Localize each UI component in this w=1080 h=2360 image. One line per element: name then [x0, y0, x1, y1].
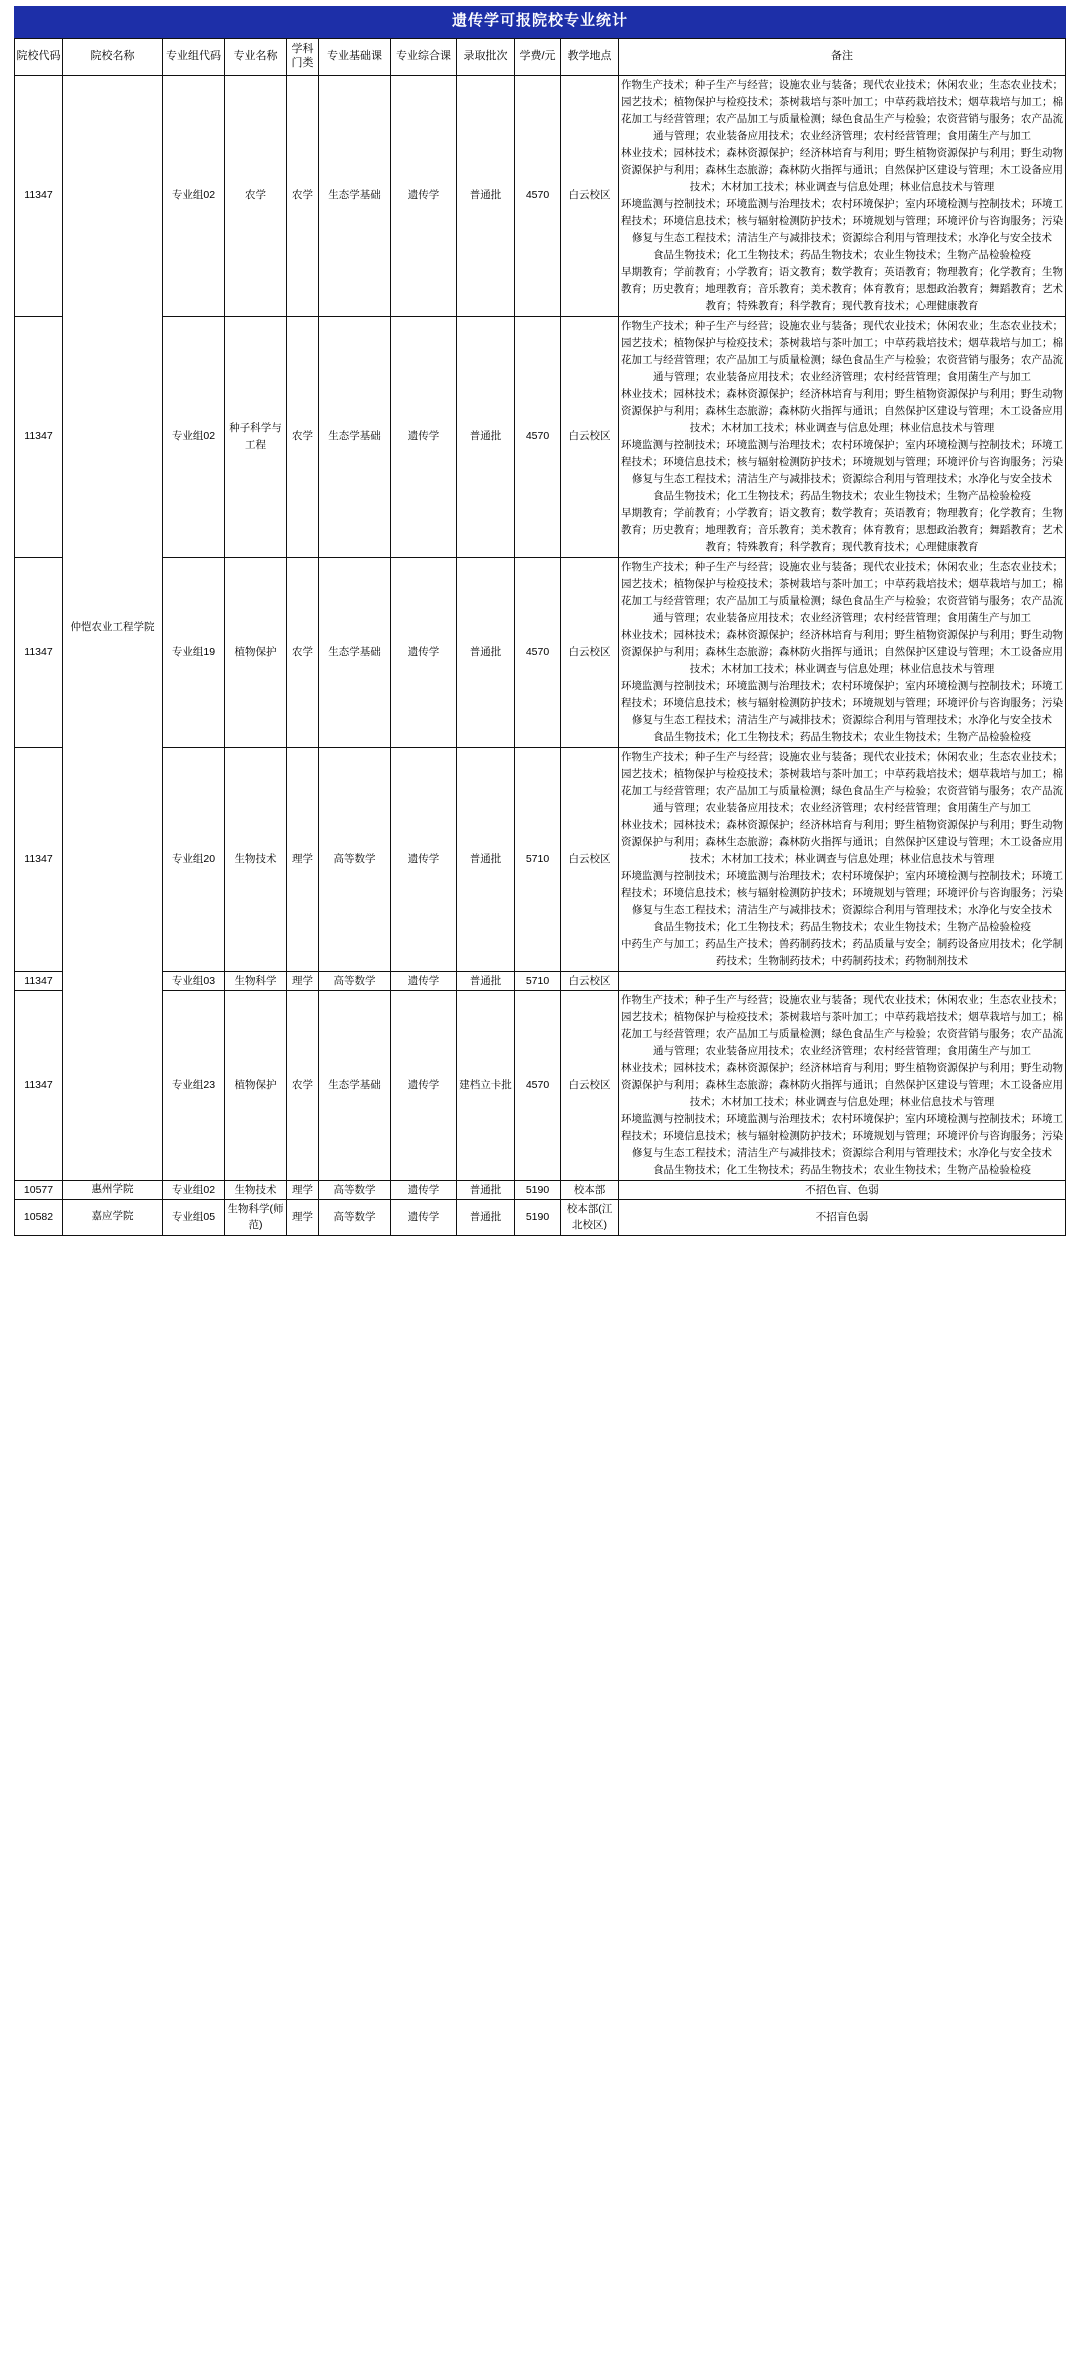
- cell-school-code: 11347: [15, 557, 63, 747]
- cell-comp-course: 遗传学: [391, 1180, 457, 1199]
- remark-paragraph: 作物生产技术；种子生产与经营；设施农业与装备；现代农业技术；休闲农业；生态农业技术；园艺技术；植物保护与检疫技术；茶树栽培与茶叶加工；中草药栽培技术；烟草栽培与加工；棉花加工与经营管理；农产品加工与质量检测；绿色食品生产与检验；农资营销与服务；农产品流通与管理；农业装备应用技术；农业经济管理；农村经营管理；食用菌生产与加工: [621, 78, 1063, 142]
- cell-school-name: 嘉应学院: [63, 1200, 163, 1236]
- col-header-school-name: 院校名称: [63, 38, 163, 75]
- cell-discipline: 理学: [287, 1200, 319, 1236]
- col-header-fee: 学费/元: [515, 38, 561, 75]
- remark-paragraph: 环境监测与控制技术；环境监测与治理技术；农村环境保护；室内环境检测与控制技术；环境工程技术；环境信息技术；核与辐射检测防护技术；环境规划与管理；环境评价与咨询服务；污染修复与生态工程技术；清洁生产与减排技术；资源综合利用与管理技术；水净化与安全技术: [621, 679, 1063, 726]
- remark-paragraph: 林业技术；园林技术；森林资源保护；经济林培育与利用；野生植物资源保护与利用；野生动物资源保护与利用；森林生态旅游；森林防火指挥与通讯；自然保护区建设与管理；木工设备应用技术；木材加工技术；林业调查与信息处理；林业信息技术与管理: [621, 387, 1063, 434]
- cell-fee: 4570: [515, 75, 561, 316]
- col-header-comp-course: 专业综合课: [391, 38, 457, 75]
- cell-remark: 不招色盲、色弱: [619, 1180, 1066, 1199]
- cell-major-name: 生物技术: [225, 1180, 287, 1199]
- cell-group-code: 专业组02: [163, 1180, 225, 1199]
- cell-batch: 普通批: [457, 747, 515, 971]
- remark-paragraph: 林业技术；园林技术；森林资源保护；经济林培育与利用；野生植物资源保护与利用；野生动物资源保护与利用；森林生态旅游；森林防火指挥与通讯；自然保护区建设与管理；木工设备应用技术；木材加工技术；林业调查与信息处理；林业信息技术与管理: [621, 818, 1063, 865]
- col-header-school-code: 院校代码: [15, 38, 63, 75]
- cell-school-code: 11347: [15, 747, 63, 971]
- remark-paragraph: 作物生产技术；种子生产与经营；设施农业与装备；现代农业技术；休闲农业；生态农业技术；园艺技术；植物保护与检疫技术；茶树栽培与茶叶加工；中草药栽培技术；烟草栽培与加工；棉花加工与经营管理；农产品加工与质量检测；绿色食品生产与检验；农资营销与服务；农产品流通与管理；农业装备应用技术；农业经济管理；农村经营管理；食用菌生产与加工: [621, 993, 1063, 1057]
- cell-discipline: 农学: [287, 990, 319, 1180]
- cell-batch: 普通批: [457, 1180, 515, 1199]
- table-row[interactable]: [15, 990, 1066, 1180]
- remark-paragraph: 环境监测与控制技术；环境监测与治理技术；农村环境保护；室内环境检测与控制技术；环境工程技术；环境信息技术；核与辐射检测防护技术；环境规划与管理；环境评价与咨询服务；污染修复与生态工程技术；清洁生产与减排技术；资源综合利用与管理技术；水净化与安全技术: [621, 1112, 1063, 1159]
- cell-batch: 普通批: [457, 971, 515, 990]
- cell-comp-course: 遗传学: [391, 316, 457, 557]
- cell-teaching-place: 白云校区: [561, 75, 619, 316]
- col-header-base-course: 专业基础课: [319, 38, 391, 75]
- cell-group-code: 专业组19: [163, 557, 225, 747]
- remark-paragraph: 作物生产技术；种子生产与经营；设施农业与装备；现代农业技术；休闲农业；生态农业技术；园艺技术；植物保护与检疫技术；茶树栽培与茶叶加工；中草药栽培技术；烟草栽培与加工；棉花加工与经营管理；农产品加工与质量检测；绿色食品生产与检验；农资营销与服务；农产品流通与管理；农业装备应用技术；农业经济管理；农村经营管理；食用菌生产与加工: [621, 560, 1063, 624]
- remark-paragraph: 食品生物技术；化工生物技术；药品生物技术；农业生物技术；生物产品检验检疫: [653, 248, 1031, 261]
- cell-base-course: 生态学基础: [319, 990, 391, 1180]
- col-header-batch: 录取批次: [457, 38, 515, 75]
- cell-teaching-place: 白云校区: [561, 971, 619, 990]
- remark-paragraph: 作物生产技术；种子生产与经营；设施农业与装备；现代农业技术；休闲农业；生态农业技术；园艺技术；植物保护与检疫技术；茶树栽培与茶叶加工；中草药栽培技术；烟草栽培与加工；棉花加工与经营管理；农产品加工与质量检测；绿色食品生产与检验；农资营销与服务；农产品流通与管理；农业装备应用技术；农业经济管理；农村经营管理；食用菌生产与加工: [621, 319, 1063, 383]
- cell-teaching-place: 白云校区: [561, 990, 619, 1180]
- remark-paragraph: 食品生物技术；化工生物技术；药品生物技术；农业生物技术；生物产品检验检疫: [653, 1163, 1031, 1176]
- cell-batch: 建档立卡批: [457, 990, 515, 1180]
- remark-paragraph: 作物生产技术；种子生产与经营；设施农业与装备；现代农业技术；休闲农业；生态农业技术；园艺技术；植物保护与检疫技术；茶树栽培与茶叶加工；中草药栽培技术；烟草栽培与加工；棉花加工与经营管理；农产品加工与质量检测；绿色食品生产与检验；农资营销与服务；农产品流通与管理；农业装备应用技术；农业经济管理；农村经营管理；食用菌生产与加工: [621, 750, 1063, 814]
- cell-fee: 5710: [515, 971, 561, 990]
- cell-batch: 普通批: [457, 1200, 515, 1236]
- cell-school-code: 11347: [15, 990, 63, 1180]
- cell-school-code: 11347: [15, 75, 63, 316]
- cell-group-code: 专业组23: [163, 990, 225, 1180]
- table-row[interactable]: [15, 747, 1066, 971]
- cell-comp-course: 遗传学: [391, 971, 457, 990]
- remark-paragraph: 环境监测与控制技术；环境监测与治理技术；农村环境保护；室内环境检测与控制技术；环境工程技术；环境信息技术；核与辐射检测防护技术；环境规划与管理；环境评价与咨询服务；污染修复与生态工程技术；清洁生产与减排技术；资源综合利用与管理技术；水净化与安全技术: [621, 438, 1063, 485]
- remark-paragraph: 食品生物技术；化工生物技术；药品生物技术；农业生物技术；生物产品检验检疫: [653, 489, 1031, 502]
- col-header-teaching-place: 教学地点: [561, 38, 619, 75]
- cell-group-code: 专业组03: [163, 971, 225, 990]
- cell-comp-course: 遗传学: [391, 75, 457, 316]
- page-title: 遗传学可报院校专业统计: [14, 6, 1066, 38]
- cell-remark: [619, 75, 1066, 316]
- cell-discipline: 理学: [287, 747, 319, 971]
- table-row[interactable]: [15, 1180, 1066, 1199]
- cell-group-code: 专业组02: [163, 75, 225, 316]
- cell-major-name: 生物科学(师范): [225, 1200, 287, 1236]
- cell-remark: [619, 990, 1066, 1180]
- statistics-table: [14, 38, 1066, 1236]
- cell-base-course: 高等数学: [319, 1200, 391, 1236]
- cell-group-code: 专业组05: [163, 1200, 225, 1236]
- cell-batch: 普通批: [457, 75, 515, 316]
- cell-discipline: 农学: [287, 557, 319, 747]
- remark-paragraph: 林业技术；园林技术；森林资源保护；经济林培育与利用；野生植物资源保护与利用；野生动物资源保护与利用；森林生态旅游；森林防火指挥与通讯；自然保护区建设与管理；木工设备应用技术；木材加工技术；林业调查与信息处理；林业信息技术与管理: [621, 628, 1063, 675]
- cell-fee: 5710: [515, 747, 561, 971]
- remark-paragraph: 环境监测与控制技术；环境监测与治理技术；农村环境保护；室内环境检测与控制技术；环境工程技术；环境信息技术；核与辐射检测防护技术；环境规划与管理；环境评价与咨询服务；污染修复与生态工程技术；清洁生产与减排技术；资源综合利用与管理技术；水净化与安全技术: [621, 869, 1063, 916]
- remark-paragraph: 食品生物技术；化工生物技术；药品生物技术；农业生物技术；生物产品检验检疫: [653, 920, 1031, 933]
- remark-paragraph: 林业技术；园林技术；森林资源保护；经济林培育与利用；野生植物资源保护与利用；野生动物资源保护与利用；森林生态旅游；森林防火指挥与通讯；自然保护区建设与管理；木工设备应用技术；木材加工技术；林业调查与信息处理；林业信息技术与管理: [621, 1061, 1063, 1108]
- cell-teaching-place: 白云校区: [561, 557, 619, 747]
- cell-school-name: 惠州学院: [63, 1180, 163, 1199]
- cell-base-course: 生态学基础: [319, 316, 391, 557]
- cell-remark: 不招盲色弱: [619, 1200, 1066, 1236]
- table-row[interactable]: [15, 971, 1066, 990]
- cell-fee: 4570: [515, 316, 561, 557]
- table-row[interactable]: [15, 75, 1066, 316]
- cell-base-course: 高等数学: [319, 971, 391, 990]
- table-body: [15, 75, 1066, 1235]
- cell-comp-course: 遗传学: [391, 557, 457, 747]
- cell-teaching-place: 白云校区: [561, 747, 619, 971]
- cell-remark: [619, 316, 1066, 557]
- cell-major-name: 种子科学与工程: [225, 316, 287, 557]
- cell-school-code: 10582: [15, 1200, 63, 1236]
- cell-group-code: 专业组20: [163, 747, 225, 971]
- remark-paragraph: 中药生产与加工；药品生产技术；兽药制药技术；药品质量与安全；制药设备应用技术；化学制药技术；生物制药技术；中药制药技术；药物制剂技术: [621, 937, 1063, 967]
- cell-remark: [619, 557, 1066, 747]
- cell-remark: [619, 747, 1066, 971]
- remark-paragraph: 环境监测与控制技术；环境监测与治理技术；农村环境保护；室内环境检测与控制技术；环境工程技术；环境信息技术；核与辐射检测防护技术；环境规划与管理；环境评价与咨询服务；污染修复与生态工程技术；清洁生产与减排技术；资源综合利用与管理技术；水净化与安全技术: [621, 197, 1063, 244]
- cell-base-course: 高等数学: [319, 747, 391, 971]
- cell-discipline: 理学: [287, 971, 319, 990]
- table-header: [15, 38, 1066, 75]
- cell-major-name: 生物科学: [225, 971, 287, 990]
- cell-major-name: 生物技术: [225, 747, 287, 971]
- cell-fee: 5190: [515, 1180, 561, 1199]
- table-row[interactable]: [15, 1200, 1066, 1236]
- cell-discipline: 农学: [287, 75, 319, 316]
- col-header-group-code: 专业组代码: [163, 38, 225, 75]
- cell-teaching-place: 白云校区: [561, 316, 619, 557]
- cell-comp-course: 遗传学: [391, 747, 457, 971]
- cell-remark: [619, 971, 1066, 990]
- table-header-row: [15, 38, 1066, 75]
- table-row[interactable]: [15, 557, 1066, 747]
- cell-batch: 普通批: [457, 557, 515, 747]
- cell-base-course: 生态学基础: [319, 557, 391, 747]
- cell-major-name: 植物保护: [225, 557, 287, 747]
- cell-base-course: 高等数学: [319, 1180, 391, 1199]
- cell-school-code: 11347: [15, 316, 63, 557]
- cell-fee: 5190: [515, 1200, 561, 1236]
- cell-discipline: 农学: [287, 316, 319, 557]
- cell-school-code: 11347: [15, 971, 63, 990]
- cell-school-code: 10577: [15, 1180, 63, 1199]
- remark-paragraph: 早期教育；学前教育；小学教育；语文教育；数学教育；英语教育；物理教育；化学教育；生物教育；历史教育；地理教育；音乐教育；美术教育；体育教育；思想政治教育；舞蹈教育；艺术教育；特殊教育；科学教育；现代教育技术；心理健康教育: [621, 265, 1063, 312]
- remark-paragraph: 早期教育；学前教育；小学教育；语文教育；数学教育；英语教育；物理教育；化学教育；生物教育；历史教育；地理教育；音乐教育；美术教育；体育教育；思想政治教育；舞蹈教育；艺术教育；特殊教育；科学教育；现代教育技术；心理健康教育: [621, 506, 1063, 553]
- cell-school-name: 仲恺农业工程学院: [63, 75, 163, 1180]
- cell-base-course: 生态学基础: [319, 75, 391, 316]
- remark-paragraph: 林业技术；园林技术；森林资源保护；经济林培育与利用；野生植物资源保护与利用；野生动物资源保护与利用；森林生态旅游；森林防火指挥与通讯；自然保护区建设与管理；木工设备应用技术；木材加工技术；林业调查与信息处理；林业信息技术与管理: [621, 146, 1063, 193]
- cell-teaching-place: 校本部: [561, 1180, 619, 1199]
- col-header-remark: 备注: [619, 38, 1066, 75]
- cell-major-name: 植物保护: [225, 990, 287, 1180]
- cell-comp-course: 遗传学: [391, 990, 457, 1180]
- col-header-major-name: 专业名称: [225, 38, 287, 75]
- cell-fee: 4570: [515, 557, 561, 747]
- cell-batch: 普通批: [457, 316, 515, 557]
- remark-paragraph: 食品生物技术；化工生物技术；药品生物技术；农业生物技术；生物产品检验检疫: [653, 730, 1031, 743]
- cell-comp-course: 遗传学: [391, 1200, 457, 1236]
- cell-major-name: 农学: [225, 75, 287, 316]
- table-row[interactable]: [15, 316, 1066, 557]
- cell-group-code: 专业组02: [163, 316, 225, 557]
- cell-fee: 4570: [515, 990, 561, 1180]
- cell-teaching-place: 校本部(江北校区): [561, 1200, 619, 1236]
- cell-discipline: 理学: [287, 1180, 319, 1199]
- col-header-discipline: 学科门类: [287, 38, 319, 75]
